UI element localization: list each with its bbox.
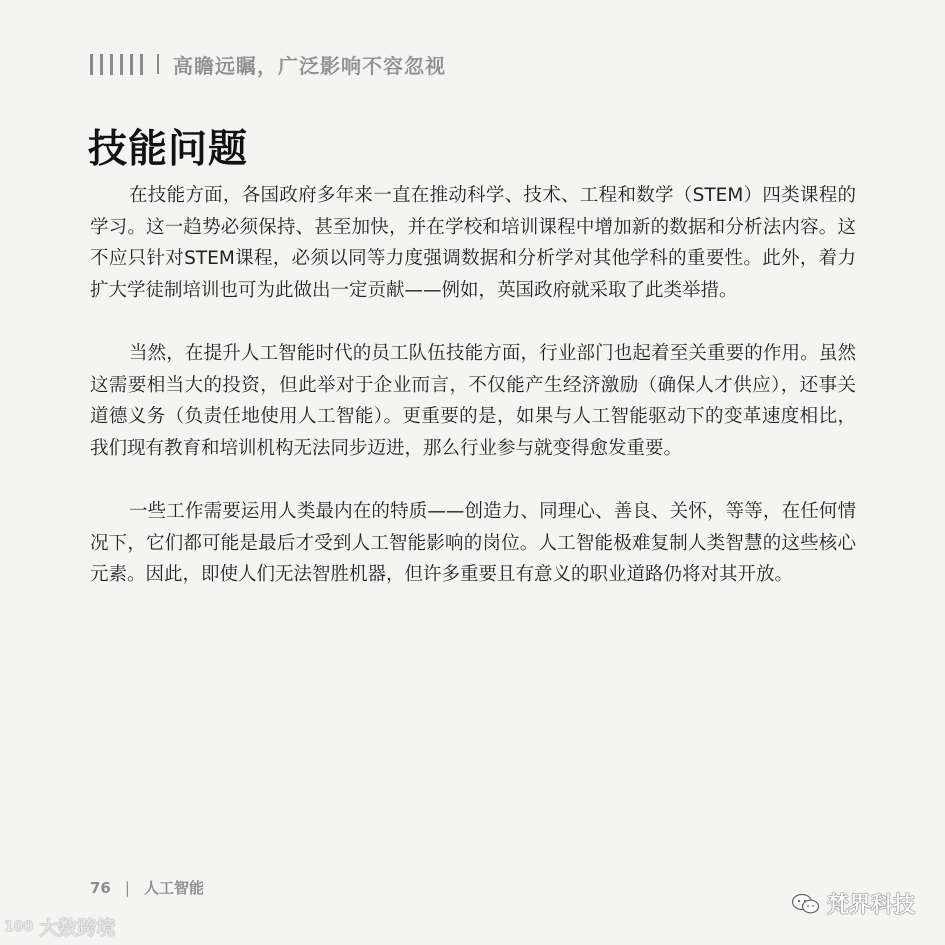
section-header [90,50,446,78]
watermark-right-text: 梵界科技 [826,893,915,918]
page-title: 技能问题 [88,127,249,172]
paragraph: 在技能方面，各国政府多年来一直在推动科学、技术、工程和数学（STEM）四类课程的学习。这一趋势必须保持、甚至加快，并在学校和培训课程中增加新的数据和分析法内容。这不应只针对STEM课程，必须以同等力度强调数据和分析学对其他学科的重要性。此外，着力扩大学徒制培训也可为此做出一定贡献——例如，英国政府就采取了此类举措。 [90,185,856,301]
watermark-left [4,913,115,940]
header-divider [157,54,159,74]
page-number: 76 [90,878,111,897]
paragraph: 一些工作需要运用人类最内在的特质——创造力、同理心、善良、关怀，等等，在任何情况下，它们都可能是最后才受到人工智能影响的岗位。人工智能极难复制人类智慧的这些核心元素。因此，即使人们无法智胜机器，但许多重要且有意义的职业道路仍将对其开放。 [90,501,856,585]
decorative-bars [90,54,143,75]
footer-separator: | [124,878,130,897]
watermark-right [791,888,915,919]
watermark-logo: 100 [4,918,34,935]
body-text [90,180,856,623]
paragraph: 当然，在提升人工智能时代的员工队伍技能方面，行业部门也起着至关重要的作用。虽然这需要相当大的投资，但此举对于企业而言，不仅能产生经济激励（确保人才供应），还事关道德义务（负责任地使用人工智能）。更重要的是，如果与人工智能驱动下的变革速度相比，我们现有教育和培训机构无法同步迈进，那么行业参与就变得愈发重要。 [90,343,856,459]
page-footer [90,877,204,898]
wechat-icon [791,893,821,915]
book-title: 人工智能 [143,879,204,897]
section-title: 高瞻远瞩，广泛影响不容忽视 [173,53,446,78]
watermark-left-text: 大数跨境 [39,917,116,939]
